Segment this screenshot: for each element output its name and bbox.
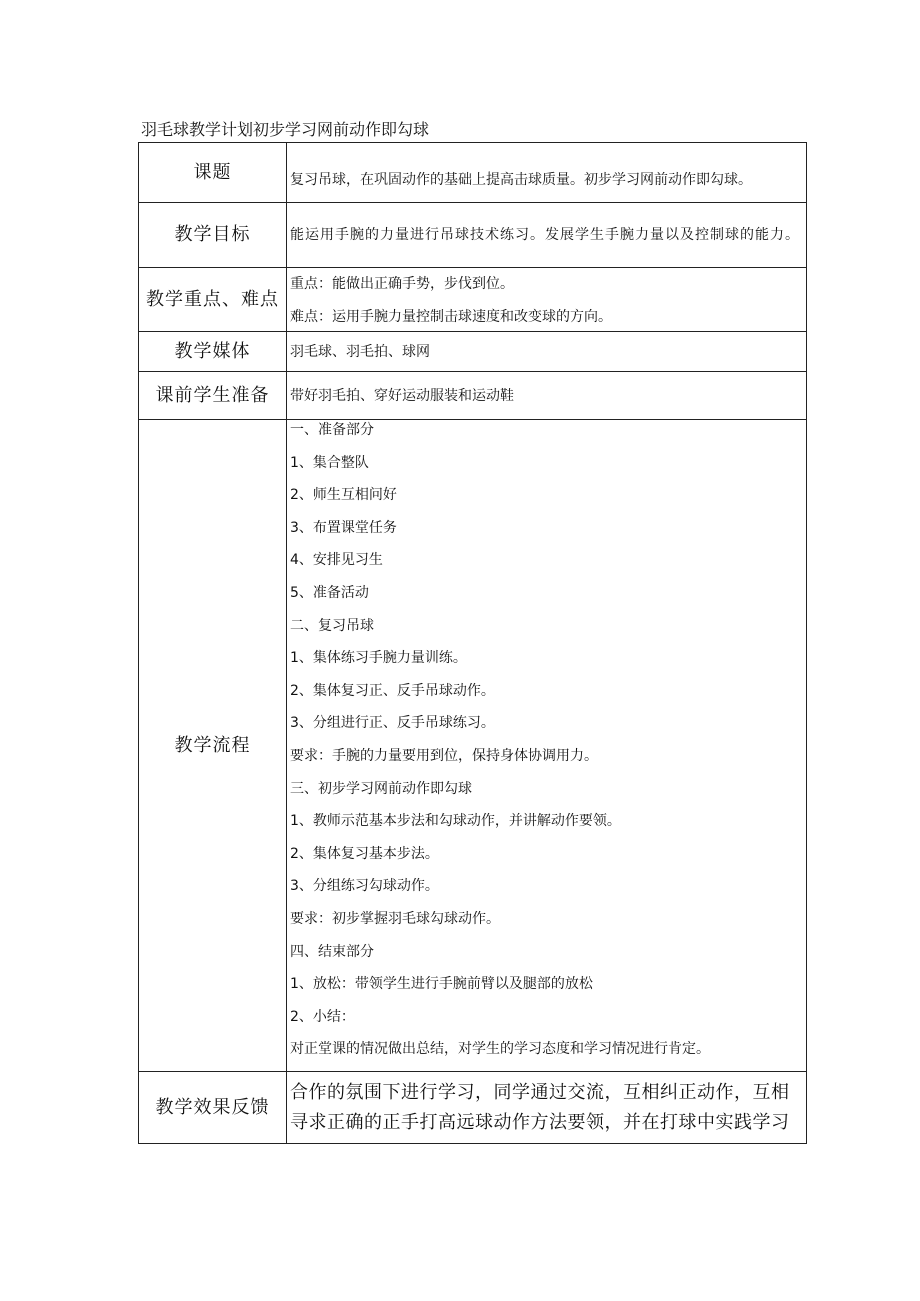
label-media: 教学媒体	[139, 332, 287, 372]
content-goal	[287, 203, 807, 268]
content-keypoints	[287, 268, 807, 332]
key-point-text: 重点：能做出正确手势，步伐到位。	[290, 276, 514, 292]
document-title: 羽毛球教学计划初步学习网前动作即勾球	[141, 120, 430, 139]
label-preparation: 课前学生准备	[139, 372, 287, 420]
process-line: 4、安排见习生	[290, 552, 383, 569]
process-line: 对正堂课的情况做出总结，对学生的学习态度和学习情况进行肯定。	[290, 1041, 710, 1058]
process-line: 2、师生互相问好	[290, 487, 397, 504]
process-line: 1、集合整队	[290, 454, 369, 471]
goal-text: 能运用手腕的力量进行吊球技术练习。发展学生手腕力量以及控制球的能力。	[290, 227, 800, 243]
content-preparation	[287, 372, 807, 420]
label-keypoints: 教学重点、难点	[139, 268, 287, 332]
label-topic: 课题	[139, 143, 287, 203]
process-line: 3、分组练习勾球动作。	[290, 878, 439, 895]
preparation-text: 带好羽毛拍、穿好运动服装和运动鞋	[290, 387, 514, 404]
row-topic	[139, 143, 807, 203]
process-line: 二、复习吊球	[290, 617, 374, 634]
process-lines	[290, 420, 802, 1059]
process-line: 三、初步学习网前动作即勾球	[290, 780, 472, 797]
row-preparation	[139, 372, 807, 420]
process-line: 5、准备活动	[290, 584, 369, 601]
media-text: 羽毛球、羽毛拍、球网	[290, 343, 430, 360]
feedback-line-2: 寻求正确的正手打高远球动作方法要领，并在打球中实践学习	[290, 1111, 790, 1133]
row-keypoints	[139, 268, 807, 332]
content-process	[287, 420, 807, 1072]
process-line: 2、集体复习基本步法。	[290, 845, 439, 862]
process-line: 2、小结：	[290, 1008, 355, 1025]
process-line: 3、布置课堂任务	[290, 519, 397, 536]
content-topic	[287, 143, 807, 203]
row-process	[139, 420, 807, 1072]
label-goal: 教学目标	[139, 203, 287, 268]
row-media	[139, 332, 807, 372]
feedback-line-1: 合作的氛围下进行学习，同学通过交流，互相纠正动作，互相	[290, 1081, 790, 1103]
process-line: 四、结束部分	[290, 943, 374, 960]
content-media	[287, 332, 807, 372]
process-line: 1、教师示范基本步法和勾球动作，并讲解动作要领。	[290, 813, 621, 830]
label-process: 教学流程	[139, 420, 287, 1072]
process-line: 一、准备部分	[290, 422, 374, 438]
process-line: 3、分组进行正、反手吊球练习。	[290, 715, 495, 732]
process-line: 要求：初步掌握羽毛球勾球动作。	[290, 910, 500, 927]
row-goal	[139, 203, 807, 268]
lesson-plan-table	[138, 142, 807, 1144]
process-line: 1、集体练习手腕力量训练。	[290, 650, 467, 667]
row-feedback	[139, 1072, 807, 1144]
process-line: 要求：手腕的力量要用到位，保持身体协调用力。	[290, 747, 598, 764]
content-feedback	[287, 1072, 807, 1144]
process-line: 1、放松：带领学生进行手腕前臂以及腿部的放松	[290, 976, 593, 993]
difficult-point-text: 难点：运用手腕力量控制击球速度和改变球的方向。	[290, 309, 612, 325]
label-feedback: 教学效果反馈	[139, 1072, 287, 1144]
process-line: 2、集体复习正、反手吊球动作。	[290, 682, 495, 699]
topic-text: 复习吊球，在巩固动作的基础上提高击球质量。初步学习网前动作即勾球。	[290, 172, 752, 188]
